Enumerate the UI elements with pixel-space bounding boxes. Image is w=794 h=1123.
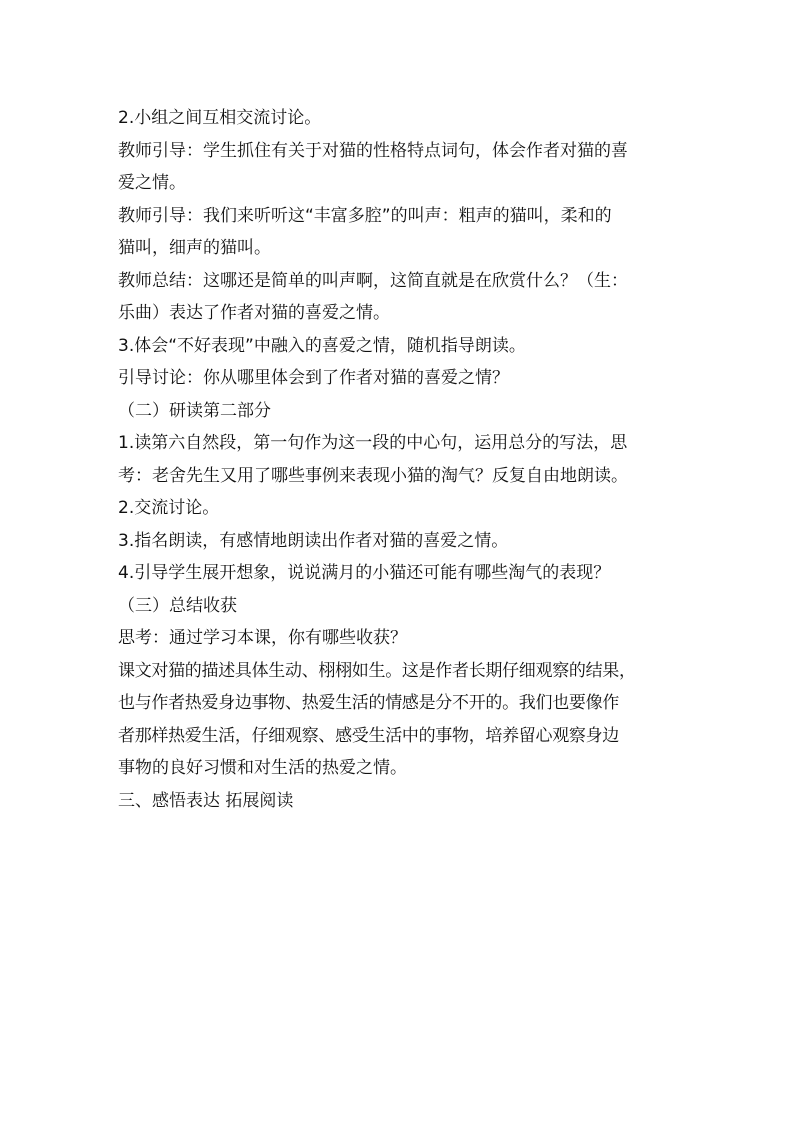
text-line: 考：老舍先生又用了哪些事例来表现小猫的淘气？反复自由地朗读。: [118, 465, 628, 486]
text-line: 课文对猫的描述具体生动、栩栩如生。这是作者长期仔细观察的结果，: [118, 660, 636, 681]
text-line: 爱之情。: [118, 173, 186, 193]
text-line: 也与作者热爱身边事物、热爱生活的情感是分不开的。我们也要像作: [118, 693, 619, 713]
text-line: 2.交流讨论。: [118, 498, 220, 518]
section-heading: （三）总结收获: [118, 595, 237, 616]
text-line: 3.指名朗读，有感情地朗读出作者对猫的喜爱之情。: [118, 530, 509, 551]
text-line: 2.小组之间互相交流讨论。: [118, 108, 322, 128]
text-line: 思考：通过学习本课，你有哪些收获？: [118, 628, 407, 648]
section-heading: （二）研读第二部分: [118, 400, 271, 421]
document-body: [118, 102, 678, 817]
text-line: 教师引导：学生抓住有关于对猫的性格特点词句，体会作者对猫的喜: [118, 140, 628, 161]
text-line: 1.读第六自然段，第一句作为这一段的中心句，运用总分的写法，思: [118, 433, 628, 453]
text-line: 引导讨论：你从哪里体会到了作者对猫的喜爱之情？: [118, 368, 509, 388]
text-line: 者那样热爱生活，仔细观察、感受生活中的事物，培养留心观察身边: [118, 725, 619, 746]
text-line: 4.引导学生展开想象，说说满月的小猫还可能有哪些淘气的表现？: [118, 563, 611, 583]
text-line: 教师总结：这哪还是简单的叫声啊，这简直就是在欣赏什么？（生：: [118, 270, 628, 291]
text-line: 3.体会“不好表现”中融入的喜爱之情，随机指导朗读。: [118, 335, 526, 356]
text-line: 猫叫，细声的猫叫。: [118, 238, 271, 258]
text-line: 乐曲）表达了作者对猫的喜爱之情。: [118, 303, 390, 323]
text-line: 教师引导：我们来听听这“丰富多腔”的叫声：粗声的猫叫，柔和的: [118, 205, 612, 226]
text-line: 事物的良好习惯和对生活的热爱之情。: [118, 758, 407, 778]
section-heading: 三、感悟表达 拓展阅读: [118, 790, 294, 811]
